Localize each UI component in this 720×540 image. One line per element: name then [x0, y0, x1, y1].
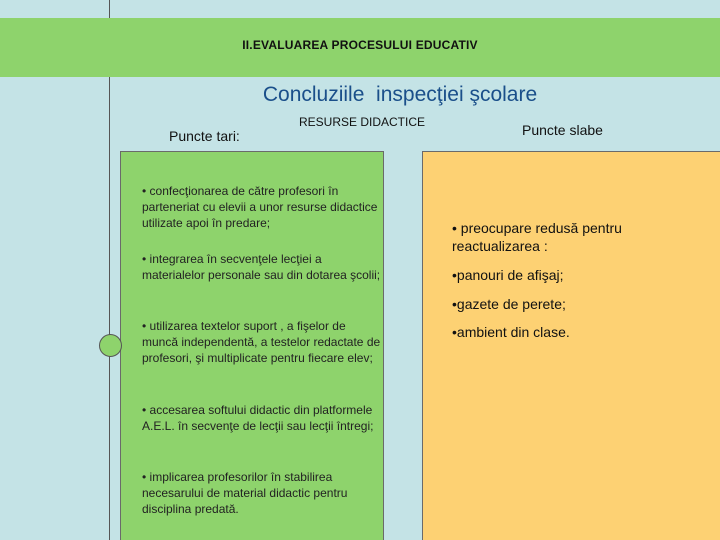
resources-label: RESURSE DIDACTICE [299, 115, 426, 129]
weakness-item: • preocupare redusă pentru reactualizarea : [452, 220, 622, 254]
banner-title: II.EVALUAREA PROCESULUI EDUCATIV [242, 38, 478, 52]
weaknesses-panel [422, 151, 720, 540]
header-banner [0, 18, 720, 77]
weakness-item: •gazete de perete; [452, 296, 566, 312]
weakness-item: •panouri de afişaj; [452, 267, 564, 283]
strength-item: • utilizarea textelor suport , a fişelor de muncă independentă, a testelor redactate de profesori, şi multiplicate pentru fiecare elev; [142, 319, 381, 365]
strength-item: • implicarea profesorilor în stabilirea necesarului de material didactic pentru disciplina predată. [142, 470, 348, 516]
strength-item: • accesarea softului didactic din platformele A.E.L. în secvenţe de lecţii sau lecţii întregi; [142, 403, 374, 433]
weakness-item: •ambient din clase. [452, 324, 570, 340]
strength-item: • integrarea în secvenţele lecţiei a materialelor personale sau din dotarea şcolii; [142, 252, 381, 282]
vertical-guide-line [109, 0, 110, 540]
strengths-label: Puncte tari: [169, 128, 240, 144]
circle-marker-icon [99, 334, 122, 357]
weaknesses-label: Puncte slabe [522, 122, 603, 138]
slide-subtitle: Concluziile inspecţiei şcolare [262, 83, 538, 106]
strength-item: • confecţionarea de către profesori în parteneriat cu elevii a unor resurse didactice utilizate apoi în predare; [142, 184, 378, 230]
